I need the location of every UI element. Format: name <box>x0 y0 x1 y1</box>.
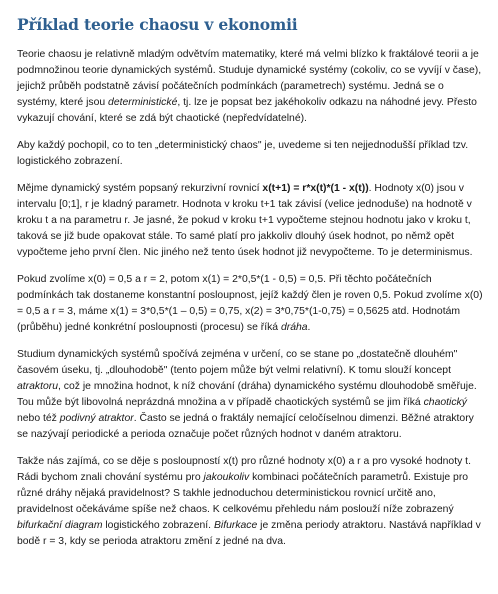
text-run: nebo též <box>17 413 60 424</box>
article-title: Příklad teorie chaosu v ekonomii <box>17 15 298 34</box>
article <box>17 14 483 561</box>
italic-term: deterministické <box>108 97 178 108</box>
bold-formula: x(t+1) = r*x(t)*(1 - x(t)) <box>262 183 369 194</box>
text-run: Studium dynamických systémů spočívá zejména v určení, co se stane po „dostatečně dlouhém" časovém úseku, tj. „dlouhodobě" (tento pojem může být velmi relativní). K tomu slouží koncept <box>17 349 458 376</box>
italic-term: Bifurkace <box>213 520 258 531</box>
text-run: logistického zobrazení. <box>102 520 214 531</box>
paragraph-attractor <box>17 347 483 443</box>
text-run: , tj. lze je popsat bez jakéhokoliv odkazu na náhodné jevy. Přesto vykazují chování, které se zdá být chaotické (nepředvídatelné). <box>17 97 477 124</box>
text-run: je změna periody atraktoru. Nastává například v bodě r = 3, kdy se perioda atraktoru změní z jedné na dva. <box>17 520 481 547</box>
paragraph-system <box>17 181 483 261</box>
italic-term: podivný atraktor <box>59 413 134 424</box>
text-run: , což je množina hodnot, k níž chování (dráha) dynamického systému dlouhodobě směřuje. Tou může být libovolná neprázdná množina a v případě chaotických systémů se jim říká <box>17 381 477 408</box>
text-run: kombinaci počátečních parametrů. Existuje pro různé dráhy nějaká pravidelnost? S takhle jednoduchou deterministickou rovnicí určitě ano, pravidelnost očekáváme spíše než chaos. K celkovému přehledu nám poslouží níže zobrazený <box>17 472 469 515</box>
text-run: Mějme dynamický systém popsaný rekurzivní rovnicí <box>17 183 263 194</box>
italic-term: chaotický <box>423 397 467 408</box>
text-run: Aby každý pochopil, co to ten „deterministický chaos" je, uvedeme si ten nejjednodušší příklad tzv. logistického zobrazení. <box>17 140 469 167</box>
paragraph-calculation <box>17 272 483 336</box>
paragraph-bifurcation <box>17 454 483 550</box>
text-run: Pokud zvolíme x(0) = 0,5 a r = 2, potom x(1) = 2*0,5*(1 - 0,5) = 0,5. Při těchto počátečních podmínkách tak dostaneme konstantní posloupnost, jejíž každý člen je roven 0,5. Pokud zvolíme x(0) = 0,5 a r = 3, máme x(1) = 3*0,5*(1 – 0,5) = 0,75, x(2) = 3*0,75*(1-0,75) = 0,5625 atd. Hodnotám (průběhu) jedné konkrétní posloupnosti (procesu) se říká <box>17 274 483 333</box>
article-body <box>17 47 483 550</box>
paragraph-intro <box>17 47 483 127</box>
text-run: . <box>307 322 311 333</box>
text-run: . Často se jedná o fraktály nemající celočíselnou dimenzi. Běžné atraktory se nazývají periodické a perioda označuje počet různých hodnot v daném atraktoru. <box>17 413 474 440</box>
paragraph-example-intro <box>17 138 483 170</box>
text-run: . Hodnoty x(0) jsou v intervalu [0;1], r je kladný parametr. Hodnota v kroku t+1 tak závisí (velice jednoduše) na hodnotě v kroku t a na parametru r. Je jasné, že pokud v kroku t+1 vypočteme stejnou hodnotu jako v kroku t, taková se již bude opakovat stále. To samé platí pro jakkoliv dlouhý úsek hodnot, po němž opět vypočteme jeho první člen. Nic jiného než tento úsek hodnot již nevypočteme. To je determinismus. <box>17 183 473 258</box>
italic-term: atraktoru <box>17 381 59 392</box>
italic-term: jakoukoliv <box>203 472 250 483</box>
text-run: Teorie chaosu je relativně mladým odvětvím matematiky, které má velmi blízko k fraktálové teorii a je podmnožinou teorie dynamických systémů. Studuje dynamické systémy (cokoliv, co se vyvíjí v čase), jejichž průběh podstatně závisí počátečních podmínkách (parametrech) systému. Jedná se o systémy, které jsou <box>17 49 482 108</box>
text-run: Takže nás zajímá, co se děje s posloupností x(t) pro různé hodnoty x(0) a r a pro vysoké hodnoty t. Rádi bychom znali chování systému pro <box>17 456 471 483</box>
italic-term: dráha <box>280 322 308 333</box>
italic-term: bifurkační diagram <box>17 520 103 531</box>
